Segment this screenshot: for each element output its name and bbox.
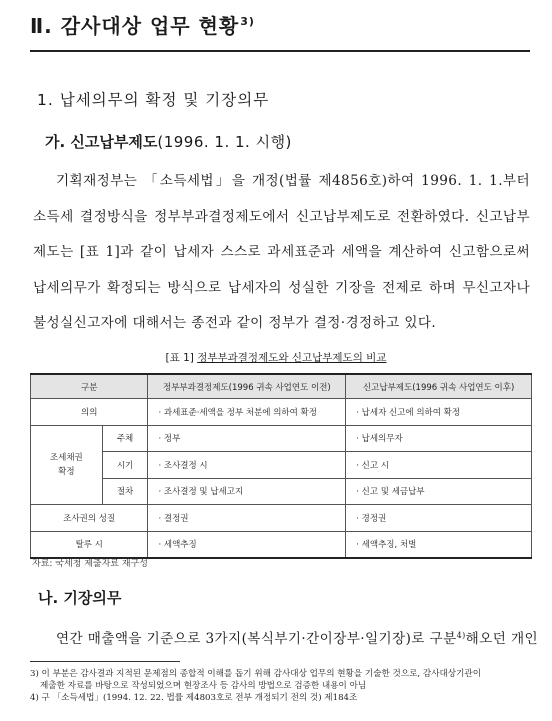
cell-self: · 신고 시: [346, 452, 532, 479]
header-self-assessment: 신고납부제도(1996 귀속 사업연도 이후): [346, 374, 532, 399]
footnotes: [30, 668, 535, 704]
table-row: [31, 425, 532, 452]
footnote-3-line-2: 제출한 자료를 바탕으로 작성되었으며 현장조사 등 감사의 방법으로 검증한 내용이 아님: [40, 681, 367, 691]
group-label: [31, 425, 103, 505]
table-header-row: [31, 374, 532, 399]
cell-self: · 경정권: [346, 505, 532, 532]
cell-government: · 조사결정 시: [148, 452, 346, 479]
chapter-divider: [30, 50, 530, 52]
table-row: [31, 531, 532, 558]
subsection-heading-a: [45, 131, 292, 152]
footnote-divider: [30, 661, 180, 662]
comparison-table: [30, 373, 532, 559]
section-heading: 1. 납세의무의 확정 및 기장의무: [37, 91, 270, 109]
subsection-a-date: (1996. 1. 1. 시행): [157, 133, 292, 151]
paragraph-a: 기획재정부는 「소득세법」을 개정(법률 제4856호)하여 1996. 1. 1.부터 소득세 결정방식을 정부부과결정제도에서 신고납부제도로 전환하였다. 신고납부제도는 [표 1]과 같이 납세자 스스로 과세표준과 세액을 계산하여 신고함으로써 납세의무가 확정되는 방식으로 납세자의 성실한 기장을 전제로 하며 무신고자나 불성실신고자에 대해서는 종전과 같이 정부가 결정·경정하고 있다.: [33, 173, 530, 331]
subsection-heading-b: 나. 기장의무: [38, 589, 122, 607]
cell-government: · 세액추징: [148, 531, 346, 558]
table-caption-prefix: [표 1]: [165, 352, 194, 364]
chapter-title-text: Ⅱ. 감사대상 업무 현황: [30, 14, 240, 38]
paragraph-b-text-2: 해오던 개인: [465, 631, 539, 647]
cell-government: · 정부: [148, 425, 346, 452]
chapter-title: [30, 10, 530, 39]
row-label: 시기: [102, 452, 148, 479]
table-row: [31, 478, 532, 505]
footnote-4: 4) 구 「소득세법」(1994. 12. 22. 법률 제4803호로 전부 개정되기 전의 것) 제184조: [30, 693, 358, 703]
footnote-ref-3[interactable]: 3): [240, 15, 255, 28]
row-label: 조사권의 성질: [31, 505, 148, 532]
cell-self: · 납세의무자: [346, 425, 532, 452]
table-row: [31, 505, 532, 532]
paragraph-b-text-1: 연간 매출액을 기준으로 3가지(복식부기·간이장부·일기장)로 구분: [56, 631, 457, 647]
cell-government: · 결정권: [148, 505, 346, 532]
row-label: 주체: [102, 425, 148, 452]
row-label: 의의: [31, 399, 148, 426]
cell-government: · 조사결정 및 납세고지: [148, 478, 346, 505]
table-caption: [0, 350, 552, 365]
group-label-line-2: 확정: [58, 466, 75, 477]
cell-self: · 세액추징, 처벌: [346, 531, 532, 558]
cell-government: · 과세표준·세액을 정부 처분에 의하여 확정: [148, 399, 346, 426]
header-category: 구분: [31, 374, 148, 399]
header-government-assessment: 정부부과결정제도(1996 귀속 사업연도 이전): [148, 374, 346, 399]
footnote-3-line-1: 3) 이 부분은 감사결과 지적된 문제점의 종합적 이해를 돕기 위해 감사대상 업무의 현황을 기술한 것으로, 감사대상기관이: [30, 669, 482, 679]
table-caption-title: 정부부과결정제도와 신고납부제도의 비교: [197, 352, 387, 364]
row-label: 절차: [102, 478, 148, 505]
subsection-a-label: 가. 신고납부제도: [45, 133, 158, 151]
table-row: [31, 399, 532, 426]
footnote-ref-4[interactable]: 4): [456, 631, 466, 640]
cell-self: · 납세자 신고에 의하여 확정: [346, 399, 532, 426]
paragraph-b: [33, 624, 539, 651]
group-label-line-1: 조세채권: [49, 452, 83, 463]
chapter-header: [30, 10, 530, 39]
row-label: 탈루 시: [31, 531, 148, 558]
table-source-note: 자료: 국세청 제출자료 재구성: [32, 559, 148, 569]
table-row: [31, 452, 532, 479]
footnote-3: [30, 668, 535, 692]
cell-self: · 신고 및 세금납부: [346, 478, 532, 505]
